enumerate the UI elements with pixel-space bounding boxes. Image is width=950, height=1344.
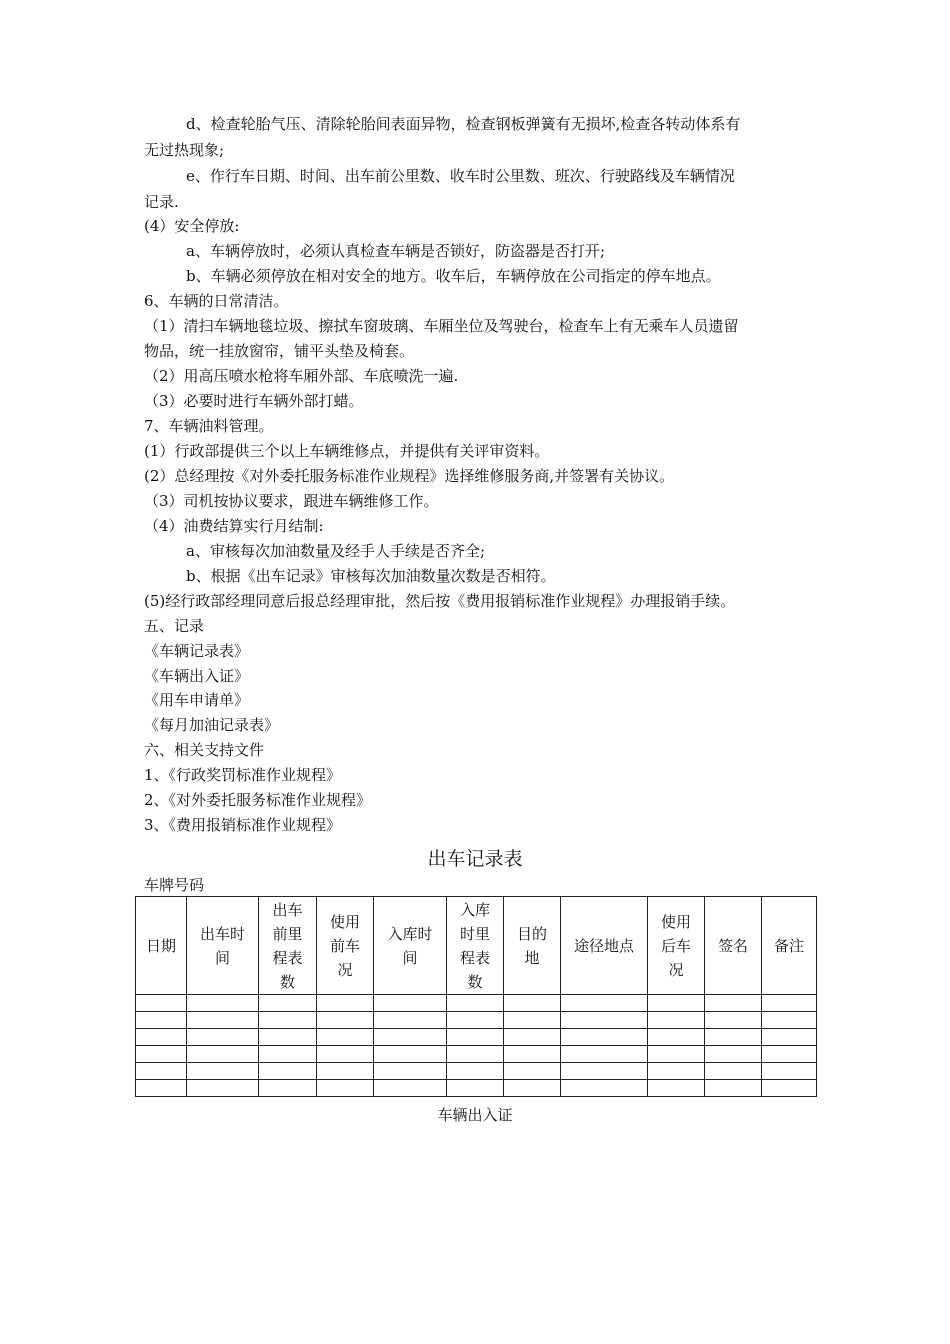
table-header-cell: 使用 前车 况 xyxy=(317,897,374,995)
table-cell[interactable] xyxy=(504,1080,561,1097)
table-header-cell: 入库 时里 程表 数 xyxy=(447,897,504,995)
table-cell[interactable] xyxy=(187,1080,259,1097)
paragraph-line: 五、记录 xyxy=(144,617,205,635)
table-row xyxy=(136,995,817,1012)
table-cell[interactable] xyxy=(136,1046,187,1063)
table-cell[interactable] xyxy=(447,1063,504,1080)
table-header-cell: 日期 xyxy=(136,897,187,995)
paragraph-line: 6、车辆的日常清洁。 xyxy=(144,292,289,310)
table-cell[interactable] xyxy=(648,1029,705,1046)
table-cell[interactable] xyxy=(259,1080,317,1097)
table-cell[interactable] xyxy=(374,1012,447,1029)
table-row xyxy=(136,1029,817,1046)
paragraph-line: 《车辆记录表》 xyxy=(144,642,250,660)
table-cell[interactable] xyxy=(317,1080,374,1097)
paragraph-line: 7、车辆油料管理。 xyxy=(144,417,274,435)
table-header-cell: 备注 xyxy=(762,897,817,995)
table-cell[interactable] xyxy=(504,1012,561,1029)
table-cell[interactable] xyxy=(762,1046,817,1063)
table-cell[interactable] xyxy=(762,1080,817,1097)
table-row xyxy=(136,1046,817,1063)
table-cell[interactable] xyxy=(705,995,762,1012)
table-cell[interactable] xyxy=(317,1046,374,1063)
paragraph-line: 六、相关支持文件 xyxy=(144,741,265,759)
table-cell[interactable] xyxy=(187,1012,259,1029)
table-cell[interactable] xyxy=(561,995,648,1012)
table-cell[interactable] xyxy=(705,1080,762,1097)
paragraph-line: a、车辆停放时，必须认真检查车辆是否锁好，防盗器是否打开; xyxy=(186,242,605,260)
table-cell[interactable] xyxy=(648,1080,705,1097)
table-cell[interactable] xyxy=(317,1029,374,1046)
table-cell[interactable] xyxy=(374,1080,447,1097)
table-cell[interactable] xyxy=(447,1029,504,1046)
paragraph-line: e、作行车日期、时间、出车前公里数、收车时公里数、班次、行驶路线及车辆情况 xyxy=(186,167,735,185)
paragraph-line: d、检查轮胎气压、清除轮胎间表面异物，检查钢板弹簧有无损坏,检查各转动体系有 xyxy=(186,115,741,133)
paragraph-line: 无过热现象; xyxy=(144,141,225,159)
table-cell[interactable] xyxy=(447,1080,504,1097)
table-cell[interactable] xyxy=(187,1046,259,1063)
table-cell[interactable] xyxy=(447,995,504,1012)
table-cell[interactable] xyxy=(561,1063,648,1080)
table-cell[interactable] xyxy=(317,1063,374,1080)
paragraph-line: （1）清扫车辆地毯垃圾、擦拭车窗玻璃、车厢坐位及驾驶台，检查车上有无乘车人员遗留 xyxy=(144,317,739,335)
table-row xyxy=(136,1012,817,1029)
table-cell[interactable] xyxy=(504,1063,561,1080)
vehicle-record-table xyxy=(135,896,817,1097)
table-cell[interactable] xyxy=(259,1063,317,1080)
paragraph-line: 物品，统一挂放窗帘，铺平头垫及椅套。 xyxy=(144,342,415,360)
table-header-cell: 出车时 间 xyxy=(187,897,259,995)
table-cell[interactable] xyxy=(136,1063,187,1080)
table-cell[interactable] xyxy=(762,1063,817,1080)
table-cell[interactable] xyxy=(187,1063,259,1080)
table-cell[interactable] xyxy=(136,1012,187,1029)
table-cell[interactable] xyxy=(762,1029,817,1046)
table-cell[interactable] xyxy=(705,1063,762,1080)
table-cell[interactable] xyxy=(561,1046,648,1063)
next-form-caption: 车辆出入证 xyxy=(437,1106,513,1124)
paragraph-line: 《用车申请单》 xyxy=(144,691,250,709)
table-header-cell: 目的 地 xyxy=(504,897,561,995)
table-cell[interactable] xyxy=(705,1029,762,1046)
plate-number-label: 车牌号码 xyxy=(144,876,205,894)
table-header-cell: 入库时 间 xyxy=(374,897,447,995)
table-cell[interactable] xyxy=(648,995,705,1012)
table-header-cell: 途径地点 xyxy=(561,897,648,995)
table-cell[interactable] xyxy=(504,1046,561,1063)
table-cell[interactable] xyxy=(762,995,817,1012)
table-header-cell: 出车 前里 程表 数 xyxy=(259,897,317,995)
table-cell[interactable] xyxy=(648,1063,705,1080)
table-title: 出车记录表 xyxy=(427,848,523,870)
table-cell[interactable] xyxy=(374,1063,447,1080)
table-row xyxy=(136,1063,817,1080)
table-cell[interactable] xyxy=(136,995,187,1012)
paragraph-line: 记录. xyxy=(144,193,179,211)
table-cell[interactable] xyxy=(447,1012,504,1029)
table-cell[interactable] xyxy=(561,1029,648,1046)
table-cell[interactable] xyxy=(374,1046,447,1063)
table-cell[interactable] xyxy=(259,1029,317,1046)
table-cell[interactable] xyxy=(504,1029,561,1046)
table-header-cell: 签名 xyxy=(705,897,762,995)
table-header-row xyxy=(136,897,817,995)
table-cell[interactable] xyxy=(705,1046,762,1063)
paragraph-line: b、车辆必须停放在相对安全的地方。收车后，车辆停放在公司指定的停车地点。 xyxy=(186,267,721,285)
table-cell[interactable] xyxy=(259,1012,317,1029)
table-cell[interactable] xyxy=(259,1046,317,1063)
table-cell[interactable] xyxy=(187,995,259,1012)
paragraph-line: (4）安全停放: xyxy=(144,217,240,235)
paragraph-line: （4）油费结算实行月结制: xyxy=(144,517,324,535)
paragraph-line: 《车辆出入证》 xyxy=(144,667,250,685)
table-cell[interactable] xyxy=(136,1029,187,1046)
table-cell[interactable] xyxy=(762,1012,817,1029)
paragraph-line: 2、《对外委托服务标准作业规程》 xyxy=(144,791,372,809)
paragraph-line: 1、《行政奖罚标准作业规程》 xyxy=(144,766,342,784)
table-cell[interactable] xyxy=(374,1029,447,1046)
paragraph-line: （3）司机按协议要求，跟进车辆维修工作。 xyxy=(144,492,439,510)
paragraph-line: 3、《费用报销标准作业规程》 xyxy=(144,816,342,834)
table-cell[interactable] xyxy=(648,1046,705,1063)
table-cell[interactable] xyxy=(136,1080,187,1097)
table-cell[interactable] xyxy=(317,995,374,1012)
paragraph-line: (1）行政部提供三个以上车辆维修点，并提供有关评审资料。 xyxy=(144,442,550,460)
table-cell[interactable] xyxy=(504,995,561,1012)
paragraph-line: （3）必要时进行车辆外部打蜡。 xyxy=(144,392,364,410)
table-cell[interactable] xyxy=(705,1012,762,1029)
paragraph-line: b、根据《出车记录》审核每次加油数量次数是否相符。 xyxy=(186,567,556,585)
table-cell[interactable] xyxy=(259,995,317,1012)
paragraph-line: (5)经行政部经理同意后报总经理审批，然后按《费用报销标准作业规程》办理报销手续。 xyxy=(144,592,736,610)
table-cell[interactable] xyxy=(447,1046,504,1063)
table-header-cell: 使用 后车 况 xyxy=(648,897,705,995)
paragraph-line: （2）用高压喷水枪将车厢外部、车底喷洗一遍. xyxy=(144,367,459,385)
paragraph-line: 《每月加油记录表》 xyxy=(144,716,280,734)
table-cell[interactable] xyxy=(317,1012,374,1029)
paragraph-line: (2）总经理按《对外委托服务标准作业规程》选择维修服务商,并签署有关协议。 xyxy=(144,467,675,485)
table-cell[interactable] xyxy=(561,1080,648,1097)
table-cell[interactable] xyxy=(374,995,447,1012)
table-row xyxy=(136,1080,817,1097)
paragraph-line: a、审核每次加油数量及经手人手续是否齐全; xyxy=(186,542,485,560)
table-cell[interactable] xyxy=(187,1029,259,1046)
table-cell[interactable] xyxy=(648,1012,705,1029)
table-cell[interactable] xyxy=(561,1012,648,1029)
